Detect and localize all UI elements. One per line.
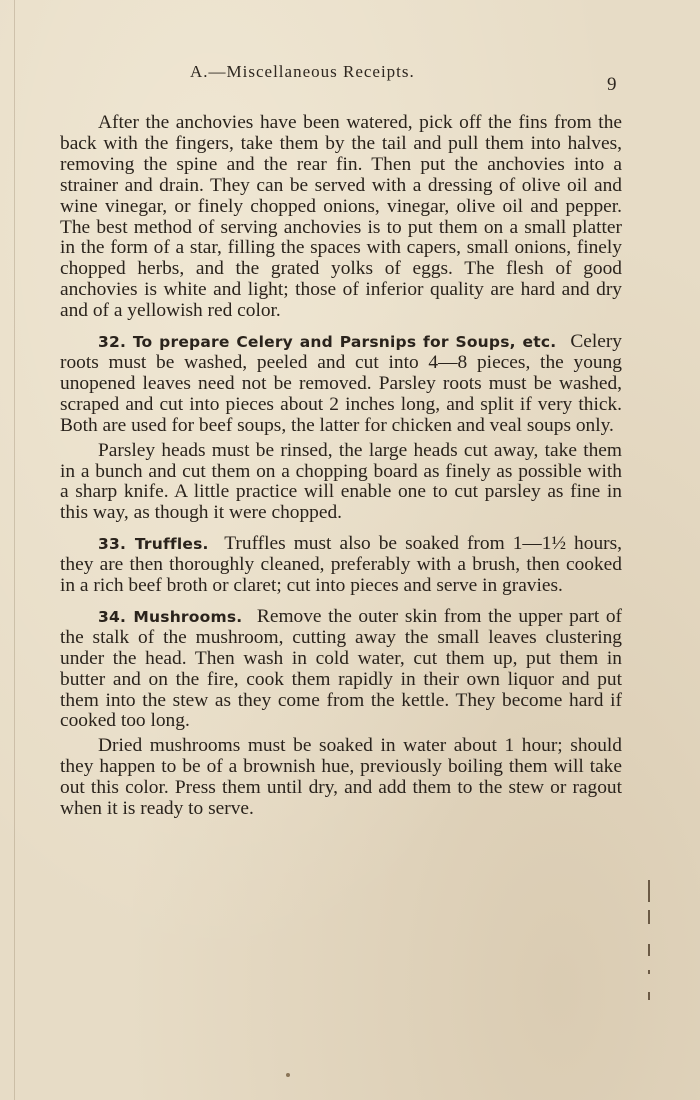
page-number: 9 [607,74,617,95]
section-text: Remove the outer skin from the upper part of the stalk of the mushroom, cutting away the small leaves clustering under the head. Then wash in cold water, cut them up, put them in butter and on the fire, cook them rapidly in their own liquor and put them into the stew as they come from the kettle. They become hard if cooked too long. [60,605,623,732]
section-32 [60,332,622,437]
section-34 [60,607,622,732]
ink-mark [648,944,650,956]
ink-mark [648,910,650,924]
section-33 [60,534,622,597]
section-text: Celery roots must be washed, peeled and cut into 4—8 pieces, the young unopened leaves need not be removed. Parsley roots must be washed, scraped and cut into pieces about 2 inches long, and split if very thick. Both are used for beef soups, the latter for chicken and veal soups only. [60,331,622,436]
paper-speck [286,1073,290,1077]
running-head: A.—Miscellaneous Receipts. [190,62,415,81]
section-paragraph: Dried mushrooms must be soaked in water about 1 hour; should they happen to be of a brownish hue, previously boiling them will take out this color. Press them until dry, and add them to the stew or ragout when it is ready to serve. [60,735,622,820]
section-heading: 33. Truffles. [98,535,217,554]
page-body [60,113,622,820]
section-heading: 32. To prepare Celery and Parsnips for Soups, etc. [98,333,565,352]
section-text: Truffles must also be soaked from 1—1½ hours, they are then thoroughly cleaned, preferably with a brush, then cooked in a rich beef broth or claret; cut into pieces and serve in gravies. [60,533,622,597]
ink-mark [648,970,650,974]
page-gutter-edge [14,0,15,1100]
intro-paragraph: After the anchovies have been watered, pick off the fins from the back with the fingers, take them by the tail and pull them into halves, removing the spine and the rear fin. Then put the anchovies into a strainer and drain. They can be served with a dressing of olive oil and wine vinegar, or finely chopped onions, vinegar, olive oil and pepper. The best method of serving anchovies is to put them on a small platter in the form of a star, filling the spaces with capers, small onions, finely chopped herbs, and the grated yolks of eggs. The flesh of good anchovies is white and light; those of inferior quality are hard and dry and of a yellowish red color. [60,112,622,322]
margin-ink-marks [648,880,652,1010]
section-paragraph: Parsley heads must be rinsed, the large heads cut away, take them in a bunch and cut them on a chopping board as finely as possible with a sharp knife. A little practice will enable one to cut parsley as fine in this way, as though it were chopped. [60,439,622,524]
ink-mark [648,880,650,902]
ink-mark [648,992,650,1000]
section-heading: 34. Mushrooms. [98,607,251,626]
